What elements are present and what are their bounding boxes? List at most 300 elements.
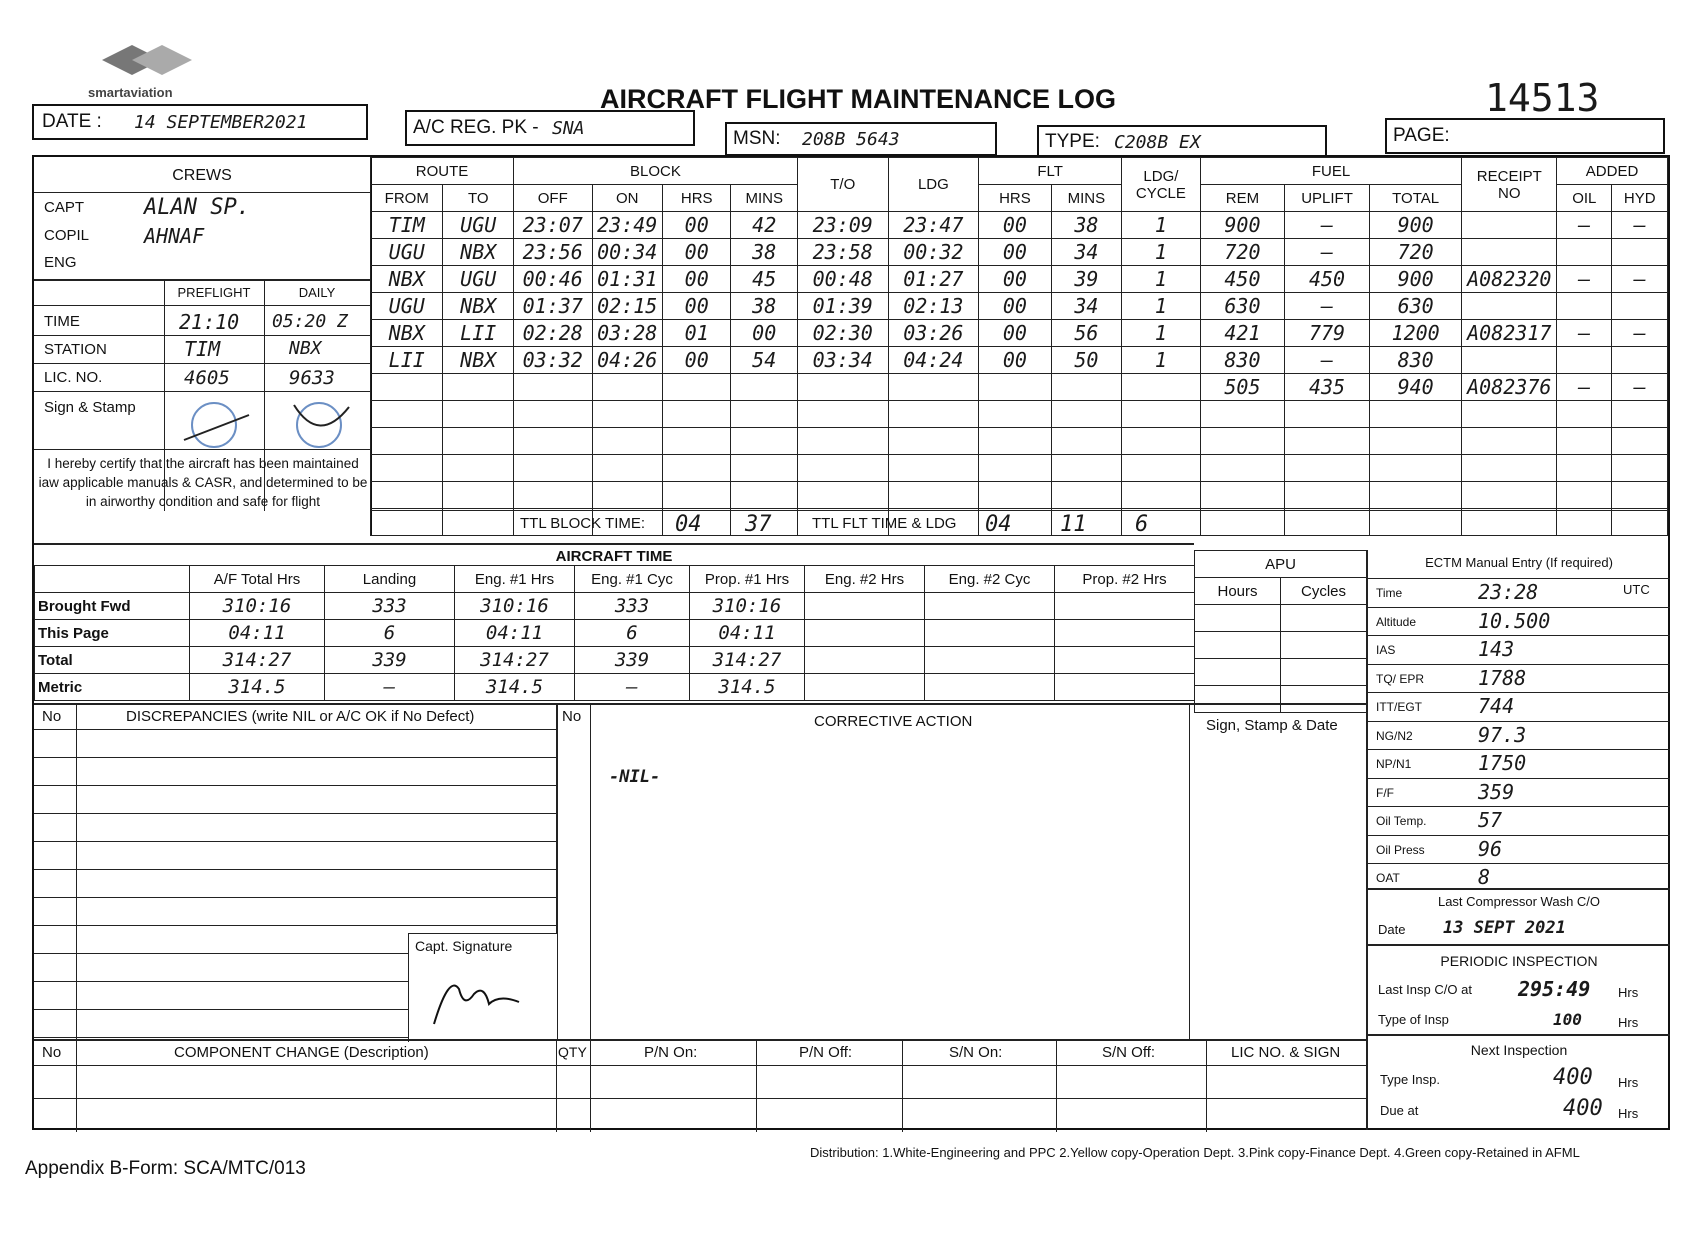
date-field [32,104,368,140]
takeoff-cell [797,482,888,509]
ldg-cycle-cell: 1 [1122,320,1201,347]
aircraft-time-cell: 314:27 [455,647,575,674]
capt-label: CAPT [44,199,85,216]
takeoff-cell: 23:09 [797,212,888,239]
flt-hrs-cell [979,374,1051,401]
hyd-added-cell [1612,482,1668,509]
aircraft-time-cell [805,647,925,674]
preflight-stamp-icon [174,395,254,455]
ttl-block-label: TTL BLOCK TIME: [520,515,646,532]
discrepancy-line [34,841,556,842]
component-header: COMPONENT CHANGE (Description) [174,1044,429,1061]
hyd-added-cell [1612,455,1668,482]
receipt-no-cell [1462,482,1557,509]
ectm-value: 23:28 [1478,580,1539,604]
hyd-added-cell [1612,293,1668,320]
ectm-utc: UTC [1623,582,1650,597]
aircraft-time-col-header: Eng. #2 Hrs [805,566,925,593]
ectm-row [1368,778,1670,807]
oil-added-cell: — [1557,374,1612,401]
landing-cell: 03:26 [888,320,979,347]
flt-hrs-cell [979,455,1051,482]
ectm-row [1368,692,1670,721]
msn-field [725,122,997,156]
landing-cell [888,482,979,509]
discrepancy-line [34,785,556,786]
oil-added-cell [1557,428,1612,455]
landing-cell: 02:13 [888,293,979,320]
fuel-uplift-cell: — [1285,347,1370,374]
capt-signature-label: Capt. Signature [415,938,513,954]
receipt-header: RECEIPT NO [1462,158,1557,212]
block-mins-cell [731,374,798,401]
aircraft-time-cell: 314.5 [690,674,805,701]
flt-hrs-cell: 00 [979,293,1051,320]
flight-table [370,157,1668,536]
ldg-cycle-cell [1122,455,1201,482]
off-cell: 03:32 [513,347,592,374]
landing-cell: 23:47 [888,212,979,239]
time-label: TIME [44,313,80,330]
flt-mins-cell: 39 [1051,266,1121,293]
fuel-rem-cell: 720 [1200,239,1285,266]
fuel-rem-cell [1200,428,1285,455]
flt-mins-cell: 50 [1051,347,1121,374]
added-header: ADDED [1557,158,1668,185]
on-cell [592,482,662,509]
oil-added-cell [1557,482,1612,509]
ectm-row [1368,749,1670,778]
fuel-uplift-cell [1285,401,1370,428]
discrepancy-section [34,703,1366,1041]
sn-off-header: S/N Off: [1102,1044,1156,1061]
due-hrs: Hrs [1618,1106,1639,1121]
ectm-value: 1750 [1478,751,1527,775]
aircraft-time-cell: 04:11 [190,620,325,647]
ectm-row [1368,721,1670,750]
on-header: ON [592,185,662,212]
aircraft-time-cell: 314.5 [190,674,325,701]
daily-stamp-icon [279,395,359,455]
ectm-label: Time [1376,586,1403,600]
aircraft-time-col-header: Eng. #1 Hrs [455,566,575,593]
off-cell: 01:37 [513,293,592,320]
next-insp-title: Next Inspection [1470,1042,1568,1058]
fuel-total-cell [1369,428,1462,455]
ldg-cycle-cell: 1 [1122,239,1201,266]
flt-hrs-cell: 00 [979,212,1051,239]
ldg-cycle-cell [1122,428,1201,455]
compressor-title: Last Compressor Wash C/O [1437,894,1601,909]
ttl-block-hrs: 04 [675,512,702,537]
from-cell [371,374,443,401]
from-cell: LII [371,347,443,374]
block-mins-cell: 45 [731,266,798,293]
aircraft-time-cell: 314:27 [690,647,805,674]
fuel-rem-cell: 450 [1200,266,1285,293]
date-value: 14 SEPTEMBER2021 [134,112,308,133]
fuel-uplift-cell: — [1285,293,1370,320]
oil-added-cell [1557,347,1612,374]
copil-label: COPIL [44,227,90,244]
last-insp-hrs: Hrs [1618,985,1639,1000]
receipt-no-cell [1462,239,1557,266]
logo-text: smartaviation [88,85,173,100]
serial-number: 14513 [1485,76,1600,120]
reg-label: A/C REG. PK - [413,117,539,138]
receipt-no-cell [1462,401,1557,428]
ectm-label: IAS [1376,643,1396,657]
fuel-uplift-cell [1285,455,1370,482]
block-mins-cell: 38 [731,239,798,266]
ldg-cycle-cell [1122,482,1201,509]
periodic-title: PERIODIC INSPECTION [1440,953,1598,969]
to-cell: NBX [443,347,513,374]
takeoff-cell: 03:34 [797,347,888,374]
ectm-label: TQ/ EPR [1376,671,1425,686]
to-cell [443,455,513,482]
flight-row [371,401,1668,428]
receipt-no-cell [1462,347,1557,374]
fuel-uplift-cell [1285,428,1370,455]
on-cell [592,374,662,401]
aircraft-time-cell: 339 [325,647,455,674]
preflight-station: TIM [184,337,221,361]
pn-on-header: P/N On: [644,1044,698,1061]
block-hrs-cell: 00 [662,347,730,374]
type-insp-hrs: Hrs [1618,1015,1639,1030]
block-mins-cell [731,401,798,428]
ectm-label: OAT [1376,871,1400,885]
total-header: TOTAL [1369,185,1462,212]
block-mins-cell: 42 [731,212,798,239]
apu-table [1194,550,1367,713]
apu-hours-header: Hours [1195,578,1281,605]
preflight-time: 21:10 [179,310,240,334]
compressor-date: 13 SEPT 2021 [1443,918,1566,938]
reg-value: SNA [552,118,585,139]
page-label: PAGE: [1393,125,1450,146]
block-mins-cell: 38 [731,293,798,320]
block-header: BLOCK [513,158,797,185]
logo [82,30,212,100]
off-cell [513,482,592,509]
reg-field [405,110,695,146]
type-insp-value: 100 [1553,1010,1582,1029]
takeoff-cell: 01:39 [797,293,888,320]
eng-label: ENG [44,254,77,271]
block-mins-cell [731,482,798,509]
aircraft-time-cell: 6 [575,620,690,647]
station-label: STATION [44,341,107,358]
fuel-uplift-cell: — [1285,239,1370,266]
landing-cell: 04:24 [888,347,979,374]
oil-header: OIL [1557,185,1612,212]
page-field [1385,118,1665,154]
from-cell [371,401,443,428]
block-mins-header: MINS [731,185,798,212]
flt-header: FLT [979,158,1122,185]
fuel-rem-cell: 900 [1200,212,1285,239]
oil-added-cell [1557,239,1612,266]
flight-row [371,266,1668,293]
flight-row [371,320,1668,347]
ldg-cycle-header: LDG/ CYCLE [1122,158,1201,212]
from-cell: NBX [371,320,443,347]
ldg-cycle-cell: 1 [1122,212,1201,239]
on-cell: 01:31 [592,266,662,293]
landing-cell: 00:32 [888,239,979,266]
aircraft-time-cell: 04:11 [455,620,575,647]
ectm-label: NP/N1 [1376,757,1412,771]
landing-cell [888,455,979,482]
flt-hrs-cell [979,401,1051,428]
ectm-label: ITT/EGT [1376,700,1422,714]
ectm-value: 143 [1478,637,1515,661]
flt-mins-cell [1051,482,1121,509]
ldg-cycle-cell [1122,401,1201,428]
totals-row [370,510,1668,538]
block-hrs-cell: 01 [662,320,730,347]
to-cell [443,374,513,401]
landing-cell [888,401,979,428]
next-type-value: 400 [1553,1065,1593,1090]
on-cell: 03:28 [592,320,662,347]
flight-row [371,293,1668,320]
aircraft-time-row-label: This Page [35,620,190,647]
off-cell: 23:07 [513,212,592,239]
fuel-rem-cell: 630 [1200,293,1285,320]
fuel-rem-cell [1200,401,1285,428]
page-title: AIRCRAFT FLIGHT MAINTENANCE LOG [600,84,1116,114]
aircraft-time-title: AIRCRAFT TIME [34,543,1194,565]
aircraft-time-row [35,674,1195,701]
fuel-uplift-cell: 779 [1285,320,1370,347]
ectm-row [1368,578,1670,607]
to-cell: UGU [443,266,513,293]
fuel-total-cell: 900 [1369,212,1462,239]
discrepancy-line [34,1009,408,1010]
flight-row [371,428,1668,455]
fuel-rem-cell: 505 [1200,374,1285,401]
from-cell [371,428,443,455]
to-cell: NBX [443,239,513,266]
off-cell: 02:28 [513,320,592,347]
from-cell [371,482,443,509]
discrepancy-line [34,953,408,954]
ectm-label: F/F [1376,785,1394,800]
apu-header: APU [1195,551,1367,578]
last-insp-label: Last Insp C/O at [1378,982,1472,997]
aircraft-time-cell: 314.5 [455,674,575,701]
ldg-cycle-cell [1122,374,1201,401]
aircraft-time-row-label: Brought Fwd [35,593,190,620]
ldg-cycle-cell: 1 [1122,347,1201,374]
block-hrs-header: HRS [662,185,730,212]
fuel-uplift-cell [1285,482,1370,509]
next-type-label: Type Insp. [1380,1072,1440,1087]
ectm-label: Altitude [1376,614,1417,629]
to-cell [443,428,513,455]
aircraft-time-row-label: Metric [35,674,190,701]
hyd-added-cell [1612,428,1668,455]
takeoff-header: T/O [797,158,888,212]
aircraft-time-cell: 314:27 [190,647,325,674]
flight-row [371,347,1668,374]
receipt-no-cell [1462,455,1557,482]
off-cell [513,428,592,455]
oil-added-cell: — [1557,212,1612,239]
block-hrs-cell [662,482,730,509]
ectm-value: 97.3 [1478,722,1527,747]
ectm-panel [1366,550,1670,1130]
from-cell: NBX [371,266,443,293]
flt-hrs-cell: 00 [979,239,1051,266]
hyd-added-cell [1612,401,1668,428]
fuel-uplift-cell: — [1285,212,1370,239]
type-insp-label: Type of Insp [1378,1012,1449,1027]
flt-mins-cell: 34 [1051,293,1121,320]
discrepancy-line [34,1037,408,1038]
block-mins-cell: 00 [731,320,798,347]
ectm-value: 96 [1478,836,1503,861]
block-hrs-cell: 00 [662,239,730,266]
block-hrs-cell: 00 [662,266,730,293]
apu-cell [1195,605,1281,632]
on-cell [592,401,662,428]
receipt-no-cell: A082320 [1462,266,1557,293]
aircraft-time-cell [1055,620,1195,647]
crews-section [34,157,372,535]
oil-added-cell [1557,455,1612,482]
to-cell [443,482,513,509]
oil-added-cell: — [1557,266,1612,293]
preflight-header: PREFLIGHT [177,285,251,300]
aircraft-time-cell [805,620,925,647]
sn-on-header: S/N On: [949,1044,1003,1061]
receipt-no-cell [1462,428,1557,455]
landing-cell [888,374,979,401]
block-mins-cell [731,455,798,482]
off-cell: 00:46 [513,266,592,293]
corrective-header: CORRECTIVE ACTION [814,713,973,730]
due-label: Due at [1380,1103,1419,1118]
receipt-no-cell [1462,293,1557,320]
on-cell: 23:49 [592,212,662,239]
ldg-cycle-cell: 1 [1122,293,1201,320]
takeoff-cell [797,455,888,482]
aircraft-time-row [35,620,1195,647]
date-label: DATE : [42,111,102,132]
on-cell [592,455,662,482]
crews-title: CREWS [172,167,232,184]
oil-added-cell [1557,293,1612,320]
aircraft-time-cell [805,674,925,701]
on-cell: 00:34 [592,239,662,266]
flt-mins-header: MINS [1051,185,1121,212]
fuel-total-cell: 1200 [1369,320,1462,347]
fuel-total-cell: 830 [1369,347,1462,374]
hyd-added-cell: — [1612,320,1668,347]
from-cell [371,455,443,482]
route-header: ROUTE [371,158,514,185]
discrepancy-no-header: No [42,708,62,725]
to-cell: LII [443,320,513,347]
aircraft-time-cell: 310:16 [455,593,575,620]
aircraft-time-col-header: Landing [325,566,455,593]
discrepancy-line [34,925,556,926]
aircraft-time-cell: 333 [575,593,690,620]
receipt-no-cell: A082317 [1462,320,1557,347]
flt-mins-cell [1051,455,1121,482]
fuel-rem-cell: 830 [1200,347,1285,374]
msn-value: 208B 5643 [802,129,900,150]
aircraft-time-col-header: Eng. #1 Cyc [575,566,690,593]
ectm-label: Oil Press [1376,842,1425,857]
ectm-row [1368,635,1670,664]
corrective-no-header: No [562,708,582,725]
on-cell: 02:15 [592,293,662,320]
flight-row [371,239,1668,266]
last-insp-value: 295:49 [1518,977,1591,1001]
off-cell: 23:56 [513,239,592,266]
ttl-flt-mins: 11 [1060,512,1087,537]
pn-off-header: P/N Off: [799,1044,853,1061]
landing-cell: 01:27 [888,266,979,293]
hyd-header: HYD [1612,185,1668,212]
from-cell: UGU [371,293,443,320]
component-section [34,1039,1366,1132]
flight-row [371,482,1668,509]
copil-name: AHNAF [144,224,205,248]
aircraft-time-cell: — [325,674,455,701]
flight-row [371,374,1668,401]
from-cell: TIM [371,212,443,239]
due-value: 400 [1563,1096,1603,1121]
ttl-flt-hrs: 04 [985,512,1012,537]
apu-cell [1195,659,1281,686]
corrective-nil: -NIL- [609,767,661,787]
ectm-row [1368,806,1670,835]
flt-mins-cell [1051,374,1121,401]
to-cell: NBX [443,293,513,320]
aircraft-time-cell: 6 [325,620,455,647]
ectm-value: 359 [1478,779,1515,804]
aircraft-time-cell: 339 [575,647,690,674]
type-field [1037,125,1327,157]
aircraft-time-row-label: Total [35,647,190,674]
aircraft-time-cell [925,647,1055,674]
flt-hrs-cell: 00 [979,347,1051,374]
to-cell: UGU [443,212,513,239]
flt-hrs-cell: 00 [979,266,1051,293]
preflight-lic: 4605 [184,367,230,389]
sign-stamp-label: Sign & Stamp [44,399,136,416]
ttl-ldg: 6 [1135,512,1149,537]
flt-hrs-header: HRS [979,185,1051,212]
daily-station: NBX [289,338,322,359]
oil-added-cell [1557,401,1612,428]
ectm-row [1368,664,1670,693]
off-header: OFF [513,185,592,212]
oil-added-cell: — [1557,320,1612,347]
hyd-added-cell: — [1612,374,1668,401]
ectm-row [1368,835,1670,864]
qty-header: QTY [558,1044,587,1060]
flt-hrs-cell: 00 [979,320,1051,347]
next-type-hrs: Hrs [1618,1075,1639,1090]
aircraft-time-col-header: A/F Total Hrs [190,566,325,593]
